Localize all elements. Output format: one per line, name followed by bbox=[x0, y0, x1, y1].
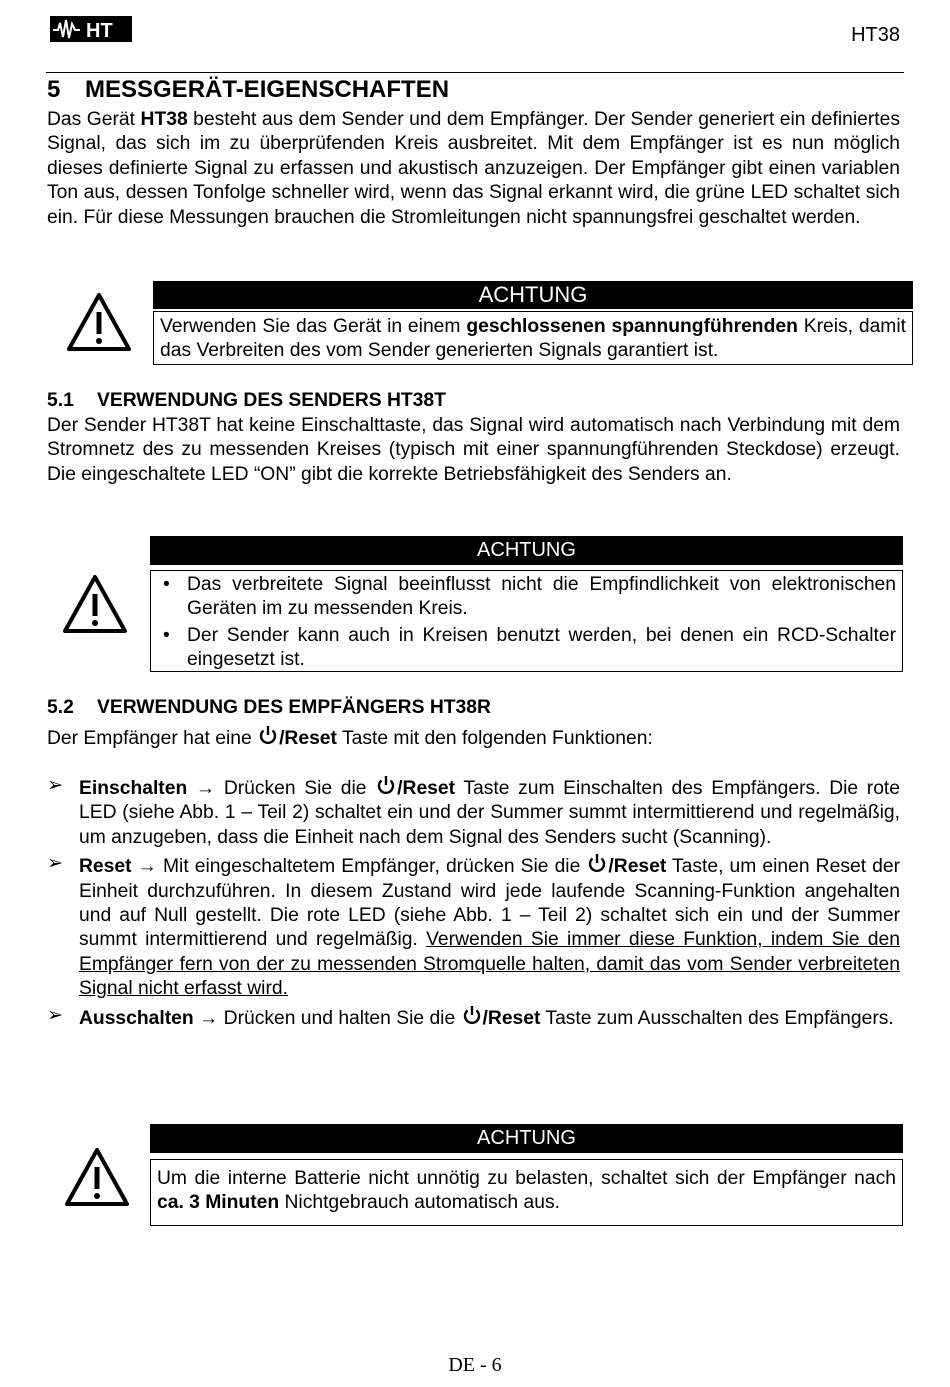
reset-label: /Reset bbox=[397, 778, 456, 799]
reset-label: /Reset bbox=[482, 1007, 541, 1029]
subsection-title: VERWENDUNG DES SENDERS HT38T bbox=[97, 390, 446, 411]
power-icon bbox=[375, 774, 397, 796]
section-title: MESSGERÄT-EIGENSCHAFTEN bbox=[85, 76, 450, 103]
item-text: Drücken und halten Sie die bbox=[218, 1007, 461, 1029]
item-text-rest: Taste, um einen Reset der Einheit durchzuführen. In diesem Zustand wird jede laufende Scanning-Funktion angehalten und auf Null gestellt. Die rote LED (siehe Abb. 1 – Teil 2) schaltet sich ein und der Summer summt intermittierend und regelmäßig. bbox=[79, 856, 900, 951]
arrow-icon: → bbox=[199, 1007, 219, 1029]
warning-triangle-icon bbox=[64, 1147, 130, 1207]
warning-header: ACHTUNG bbox=[150, 1124, 903, 1153]
warning-list bbox=[157, 573, 896, 673]
reset-label: /Reset bbox=[608, 856, 667, 878]
item-text: Mit eingeschaltetem Empfänger, drücken Sie die bbox=[156, 856, 587, 878]
warning-text-rest: Nichtgebrauch automatisch aus. bbox=[279, 1192, 560, 1214]
warning-box bbox=[150, 1159, 903, 1226]
warning-list-text: Das verbreitete Signal beeinflusst nicht die Empfindlichkeit von elektronischen Geräten im zu messenden Kreis. bbox=[187, 574, 896, 620]
item-text: Drücken Sie die bbox=[215, 778, 376, 799]
subsection-title: VERWENDUNG DES EMPFÄNGERS HT38R bbox=[97, 697, 491, 718]
bullet-arrow-icon: ➢ bbox=[47, 1004, 64, 1026]
header-divider bbox=[46, 72, 904, 73]
subsection-heading bbox=[47, 697, 491, 719]
warning-text: Um die interne Batterie nicht unnötig zu belasten, schaltet sich der Empfänger nach bbox=[157, 1168, 896, 1189]
bullet-arrow-icon: ➢ bbox=[47, 775, 64, 796]
subsection-number: 5.2 bbox=[47, 697, 74, 718]
list-item-einschalten bbox=[47, 774, 900, 850]
page-number: DE - 6 bbox=[448, 1354, 502, 1376]
subsection-number: 5.1 bbox=[47, 390, 74, 411]
item-label: Einschalten bbox=[79, 778, 188, 799]
logo-text: HT bbox=[86, 20, 113, 42]
list-item-ausschalten bbox=[47, 1004, 900, 1031]
sender-paragraph: Der Sender HT38T hat keine Einschalttaste, das Signal wird automatisch nach Verbindung mit dem Stromnetz des zu messenden Kreises (typisch mit einer spannungführenden Steckdose) erzeugt. Die eingeschaltete LED “ON” gibt die korrekte Betriebsfähigkeit des Senders an. bbox=[47, 415, 900, 485]
warning-text: Verwenden Sie das Gerät in einem bbox=[160, 316, 467, 337]
warning-bold: geschlossenen spannungführenden bbox=[466, 316, 798, 337]
power-icon bbox=[586, 852, 608, 874]
subsection-heading bbox=[47, 390, 446, 412]
arrow-icon: → bbox=[137, 856, 157, 878]
list-item-reset bbox=[47, 852, 900, 1001]
section-number: 5 bbox=[47, 76, 61, 103]
warning-list-text: Der Sender kann auch in Kreisen benutzt werden, bei denen ein RCD-Schalter eingesetzt ist. bbox=[187, 624, 896, 671]
power-icon bbox=[461, 1004, 483, 1026]
ht-logo bbox=[50, 14, 134, 44]
intro-text: Das Gerät bbox=[47, 109, 141, 130]
item-text-rest: Taste zum Ausschalten des Empfängers. bbox=[540, 1007, 894, 1029]
receiver-intro-text: Der Empfänger hat eine bbox=[47, 728, 258, 749]
item-text-rest: Taste zum Einschalten des Empfängers. Die rote LED (siehe Abb. 1 – Teil 2) schaltet ein und der Summer summt intermittierend und regelmäßig, um anzugeben, dass die Einheit nach dem Signal des Senders sucht (Scanning). bbox=[79, 778, 900, 848]
reset-label: /Reset bbox=[279, 728, 337, 749]
power-icon bbox=[257, 724, 279, 746]
warning-text-rest: Kreis, damit das Verbreiten des vom Sender generierten Signals garantiert ist. bbox=[160, 316, 907, 362]
receiver-intro bbox=[47, 724, 900, 751]
intro-paragraph bbox=[47, 108, 900, 230]
warning-triangle-icon bbox=[66, 292, 132, 352]
warning-list-item: • Der Sender kann auch in Kreisen benutzt werden, bei denen ein RCD-Schalter eingesetzt ist. bbox=[163, 624, 896, 671]
warning-header: ACHTUNG bbox=[153, 281, 913, 309]
arrow-icon: → bbox=[195, 778, 216, 799]
bullet-arrow-icon: ➢ bbox=[47, 853, 64, 875]
section-heading bbox=[47, 76, 449, 104]
receiver-intro-rest: Taste mit den folgenden Funktionen: bbox=[336, 728, 653, 749]
item-label: Reset bbox=[79, 856, 132, 878]
intro-text-rest: besteht aus dem Sender und dem Empfänger. Der Sender generiert ein definiertes Signal, das sich im zu überprüfenden Kreis ausbreitet. Mit dem Empfänger ist es nun möglich dieses definierte Signal zu erfassen und akustisch anzuzeigen. Der Empfänger gibt einen variablen Ton aus, dessen Tonfolge schneller wird, wenn das Signal erkannt wird, die grüne LED schaltet sich ein. Für diese Messungen brauchen die Stromleitungen nicht spannungsfrei geschaltet werden. bbox=[47, 109, 900, 228]
model-label: HT38 bbox=[851, 24, 900, 46]
warning-bold: ca. 3 Minuten bbox=[157, 1192, 280, 1214]
warning-triangle-icon bbox=[62, 574, 128, 634]
item-label: Ausschalten bbox=[79, 1007, 194, 1029]
warning-list-item: • Das verbreitete Signal beeinflusst nicht die Empfindlichkeit von elektronischen Geräten im zu messenden Kreis. bbox=[163, 574, 896, 620]
warning-box bbox=[150, 570, 903, 672]
warning-box bbox=[153, 311, 913, 365]
underlined-note: Verwenden Sie immer diese Funktion, indem Sie den Empfänger fern von der zu messenden Stromquelle halten, damit das vom Sender verbreiteten Signal nicht erfasst wird. bbox=[79, 929, 900, 1000]
function-list bbox=[47, 774, 900, 1033]
warning-header: ACHTUNG bbox=[150, 536, 903, 565]
intro-bold: HT38 bbox=[140, 109, 188, 130]
